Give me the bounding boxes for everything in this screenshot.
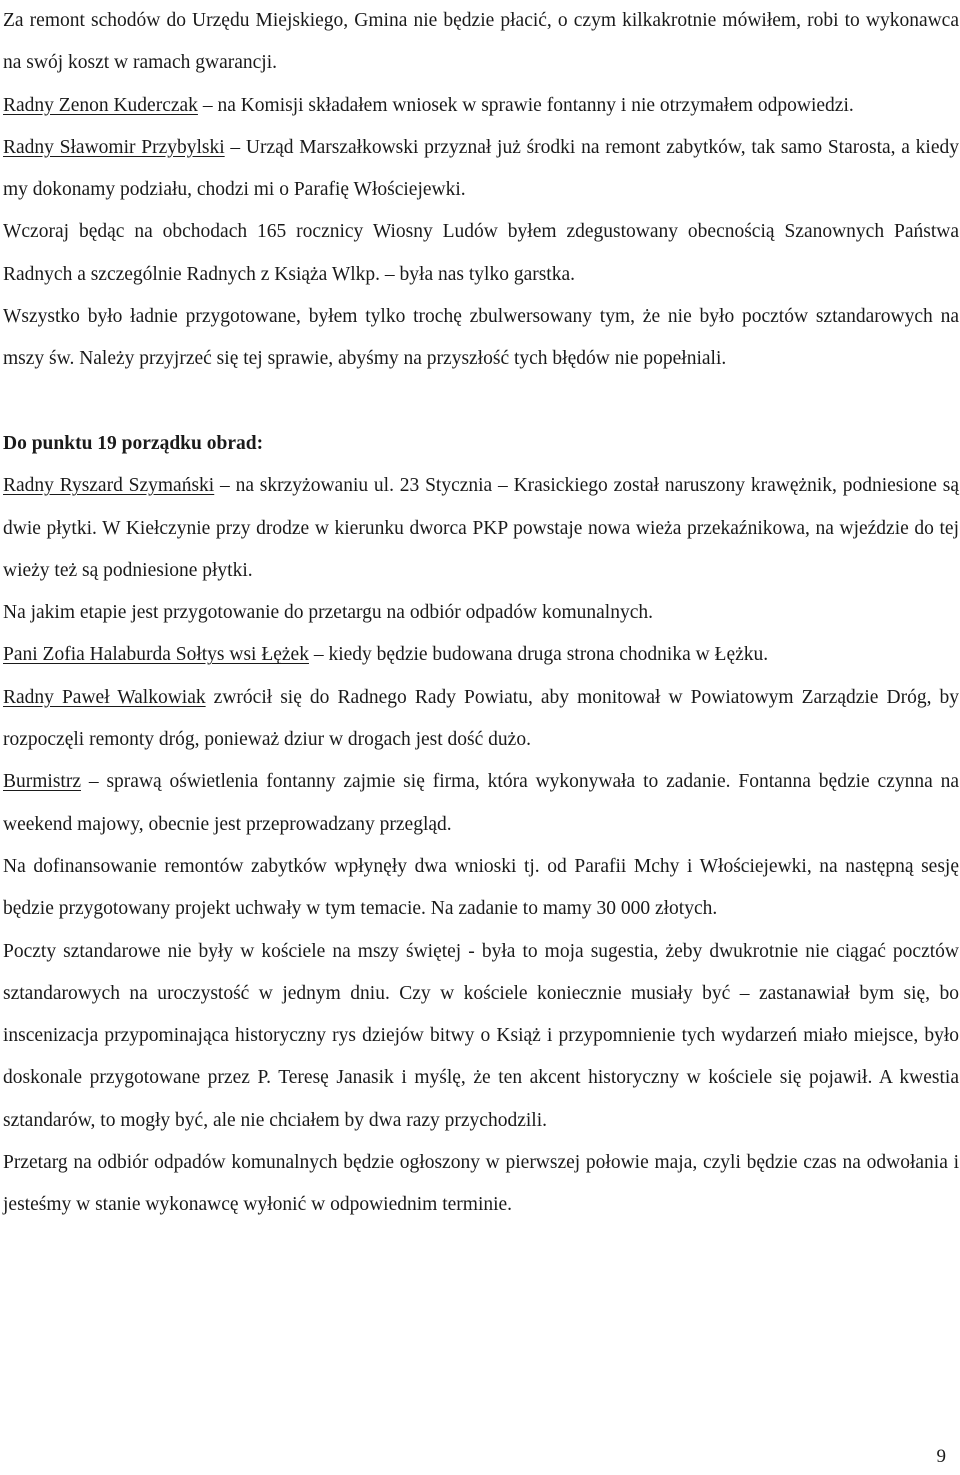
paragraph-burmistrz xyxy=(3,761,959,846)
paragraph-text: – na Komisji składałem wniosek w sprawie fontanny i nie otrzymałem odpowiedzi. xyxy=(197,94,854,116)
speaker-name: Radny Zenon Kuderczak xyxy=(3,94,198,116)
paragraph-waste-tender-answer: Przetarg na odbiór odpadów komunalnych będzie ogłoszony w pierwszej połowie maja, czyli będzie czas na odwołania i jesteśmy w stanie wykonawcę wyłonić w odpowiednim terminie. xyxy=(3,1152,959,1216)
paragraph-przybylski xyxy=(3,127,959,212)
speaker-name: Radny Ryszard Szymański xyxy=(3,475,215,497)
paragraph-anniversary: Wczoraj będąc na obchodach 165 rocznicy Wiosny Ludów byłem zdegustowany obecnością Szanownych Państwa Radnych a szczególnie Radnych z Książa Wlkp. – była nas tylko garstka. xyxy=(3,221,959,285)
paragraph-monument-funding: Na dofinansowanie remontów zabytków wpłynęły dwa wnioski tj. od Parafii Mchy i Włościejewki, na następną sesję będzie przygotowany projekt uchwały w tym temacie. Na zadanie to mamy 30 000 złotych. xyxy=(3,855,959,920)
paragraph-stairs-repair: Za remont schodów do Urzędu Miejskiego, Gmina nie będzie płacić, o czym kilkakrotnie mówiłem, robi to wykonawca na swój koszt w ramach gwarancji. xyxy=(3,10,959,74)
paragraph-halaburda xyxy=(3,634,959,676)
paragraph-szymanski xyxy=(3,465,959,592)
speaker-name: Pani Zofia Halaburda Sołtys wsi Łężek xyxy=(3,644,309,666)
paragraph-flags-explanation: Poczty sztandarowe nie były w kościele na mszy świętej - była to moja sugestia, żeby dwukrotnie nie ciągać pocztów sztandarowych na uroczystość w jednym dniu. Czy w kościele koniecznie musiały być – zastanawiał bym się, bo inscenizacja przypominająca historyczny rys dziejów bitwy o Książ i przypomnienie tych wydarzeń miało miejsce, było doskonale przygotowane przez P. Teresę Janasik i myślę, że ten akcent historyczny w kościele się pojawił. A kwestia sztandarów, to mogły być, ale nie chciałem by dwa razy przychodzili. xyxy=(3,940,959,1131)
paragraph-walkowiak xyxy=(3,677,959,762)
blank-line xyxy=(3,381,959,423)
paragraph-text: – kiedy będzie budowana druga strona chodnika w Łężku. xyxy=(308,644,769,666)
paragraph-text: – sprawą oświetlenia fontanny zajmie się firma, która wykonywała to zadanie. Fontanna będzie czynna na weekend majowy, obecnie jest przeprowadzany przegląd. xyxy=(3,771,959,835)
paragraph-text: – Urząd Marszałkowski przyznał już środki na remont zabytków, tak samo Starosta, a kiedy my dokonamy podziału, chodzi mi o Parafię Włościejewki. xyxy=(3,136,959,201)
document-page xyxy=(3,0,959,1227)
speaker-name: Burmistrz xyxy=(3,771,81,793)
paragraph-waste-tender-question: Na jakim etapie jest przygotowanie do przetargu na odbiór odpadów komunalnych. xyxy=(3,602,653,624)
page-number: 9 xyxy=(936,1446,946,1467)
section-heading: Do punktu 19 porządku obrad: xyxy=(3,432,264,454)
paragraph-text: – na skrzyżowaniu ul. 23 Stycznia – Krasickiego został naruszony krawężnik, podniesione są dwie płytki. W Kiełczynie przy drodze w kierunku dworca PKP powstaje nowa wieża przekaźnikowa, na wjeździe do tej wieży też są podniesione płytki. xyxy=(3,475,960,581)
speaker-name: Radny Paweł Walkowiak xyxy=(3,686,206,708)
paragraph-text: zwrócił się do Radnego Rady Powiatu, aby monitował w Powiatowym Zarządzie Dróg, by rozpoczęli remonty dróg, ponieważ dziur w drogach jest dość dużo. xyxy=(3,686,960,751)
paragraph-kuderczak xyxy=(3,85,959,127)
paragraph-flag-bearers: Wszystko było ładnie przygotowane, byłem tylko trochę zbulwersowany tym, że nie było pocztów sztandarowych na mszy św. Należy przyjrzeć się tej sprawie, abyśmy na przyszłość tych błędów nie popełniali. xyxy=(3,306,959,370)
speaker-name: Radny Sławomir Przybylski xyxy=(3,136,225,158)
